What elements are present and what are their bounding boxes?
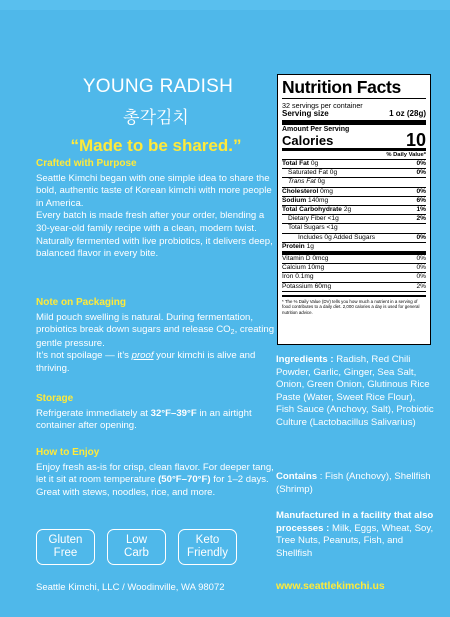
badges — [36, 529, 237, 565]
enjoy-section — [36, 447, 276, 499]
nutrient-row: Protein 1g — [282, 243, 426, 255]
nutrient-rows — [282, 160, 426, 255]
nutrient-row: Total Fat 0g 0% — [282, 160, 426, 169]
servings-per-container: 32 servings per container — [282, 101, 363, 110]
company-address: Seattle Kimchi, LLC / Woodinville, WA 98072 — [36, 582, 225, 593]
packaging-paragraph-1: Mild pouch swelling is natural. During fermentation, probiotics break down sugars and release $CO_2$, creating gentle pressure. — [36, 311, 275, 349]
facility-text: Milk, Eggs, Wheat, Soy, Tree Nuts, Peanuts, Fish, and Shellfish — [276, 522, 434, 559]
nutrient-row: Total Sugars <1g — [282, 224, 426, 233]
daily-value-footnote: * The % Daily Value (DV) tells you how much a nutrient in a serving of food contributes to a daily diet. 2,000 calories a day is used for general nutrition advice. — [282, 295, 426, 315]
nutrient-row: Trans Fat 0g — [282, 178, 426, 187]
vitamin-row: Vitamin D 0mcg 0% — [282, 255, 426, 264]
storage-paragraph: Refrigerate immediately at 32°F–39°F in an airtight container after opening. — [36, 407, 252, 432]
nutrient-row: Sodium 140mg 6% — [282, 197, 426, 206]
contains-block — [276, 471, 434, 496]
vitamin-row: Potassium 60mg 2% — [282, 283, 426, 292]
vitamin-rows — [282, 255, 426, 292]
ingredients-label: Ingredients : — [276, 354, 337, 365]
nutrition-title: Nutrition Facts — [282, 78, 426, 99]
product-korean-name: 총각김치 — [123, 108, 189, 128]
top-edge-strip — [0, 0, 450, 10]
vitamin-row: Calcium 10mg 0% — [282, 264, 426, 273]
badge-keto-friendly: Keto Friendly — [178, 529, 237, 565]
amount-per-serving: Amount Per Serving — [282, 125, 350, 133]
tagline: “Made to be shared.” — [70, 136, 242, 155]
badge-low-carb: Low Carb — [107, 529, 166, 565]
crafted-paragraph-1: Seattle Kimchi began with one simple idea to share the bold, authentic taste of Korean kimchi with more people in America. — [36, 172, 272, 209]
proof-emphasis: proof — [131, 350, 154, 362]
nutrient-row: Includes 0g Added Sugars 0% — [282, 234, 426, 243]
nutrition-facts-panel — [277, 74, 431, 345]
storage-section — [36, 393, 276, 433]
facility-label: Manufactured in a facility that also processes : — [276, 510, 434, 534]
ingredients-text: Radish, Red Chili Powder, Garlic, Ginger, Sea Salt, Onion, Green Onion, Glutinous Rice Paste (Water, Sweet Rice Flour), Fish Sauce (Anchovy, Salt), Probiotic Culture (Lactobacillus Salivarius) — [276, 354, 434, 428]
product-header — [36, 76, 276, 156]
packaging-heading: Note on Packaging — [36, 297, 127, 308]
crafted-section — [36, 158, 276, 261]
nutrient-row: Total Carbohydrate 2g 1% — [282, 206, 426, 215]
product-name: YOUNG RADISH — [82, 76, 234, 97]
storage-heading: Storage — [36, 393, 74, 404]
enjoy-paragraph-1: Enjoy fresh as-is for crisp, clean flavor. For deeper tang, let it sit at room temperature (50°F–70°F) for 1–2 days. — [36, 461, 274, 486]
nutrient-row: Dietary Fiber <1g 2% — [282, 215, 426, 224]
nutrient-row: Cholesterol 0mg 0% — [282, 188, 426, 197]
calories-row: Calories 10 — [282, 129, 426, 150]
contains-label: Contains — [276, 471, 318, 482]
contains-text: : Fish (Anchovy), Shellfish (Shrimp) — [276, 471, 431, 495]
enjoy-heading: How to Enjoy — [36, 447, 100, 458]
nutrient-row: Saturated Fat 0g 0% — [282, 169, 426, 178]
crafted-heading: Crafted with Purpose — [36, 158, 137, 169]
crafted-paragraph-3: Naturally fermented with live probiotics, it delivers deep, balanced flavor in every bite. — [36, 235, 273, 260]
ingredients-block — [276, 354, 434, 430]
vitamin-row: Iron 0.1mg 0% — [282, 273, 426, 282]
website-link[interactable]: www.seattlekimchi.us — [276, 580, 385, 592]
packaging-section — [36, 297, 276, 376]
enjoy-paragraph-2: Great with stews, noodles, rice, and more. — [36, 486, 216, 498]
serving-size-row: Serving size 1 oz (28g) — [282, 110, 426, 125]
badge-gluten-free: Gluten Free — [36, 529, 95, 565]
daily-value-header: % Daily Value* — [282, 151, 426, 160]
packaging-paragraph-2: It’s not spoilage — it’s proof your kimchi is alive and thriving. — [36, 350, 256, 374]
crafted-paragraph-2: Every batch is made fresh after your order, blending a 30-year-old family recipe with a clean, modern twist. — [36, 210, 265, 234]
facility-block — [276, 510, 434, 560]
